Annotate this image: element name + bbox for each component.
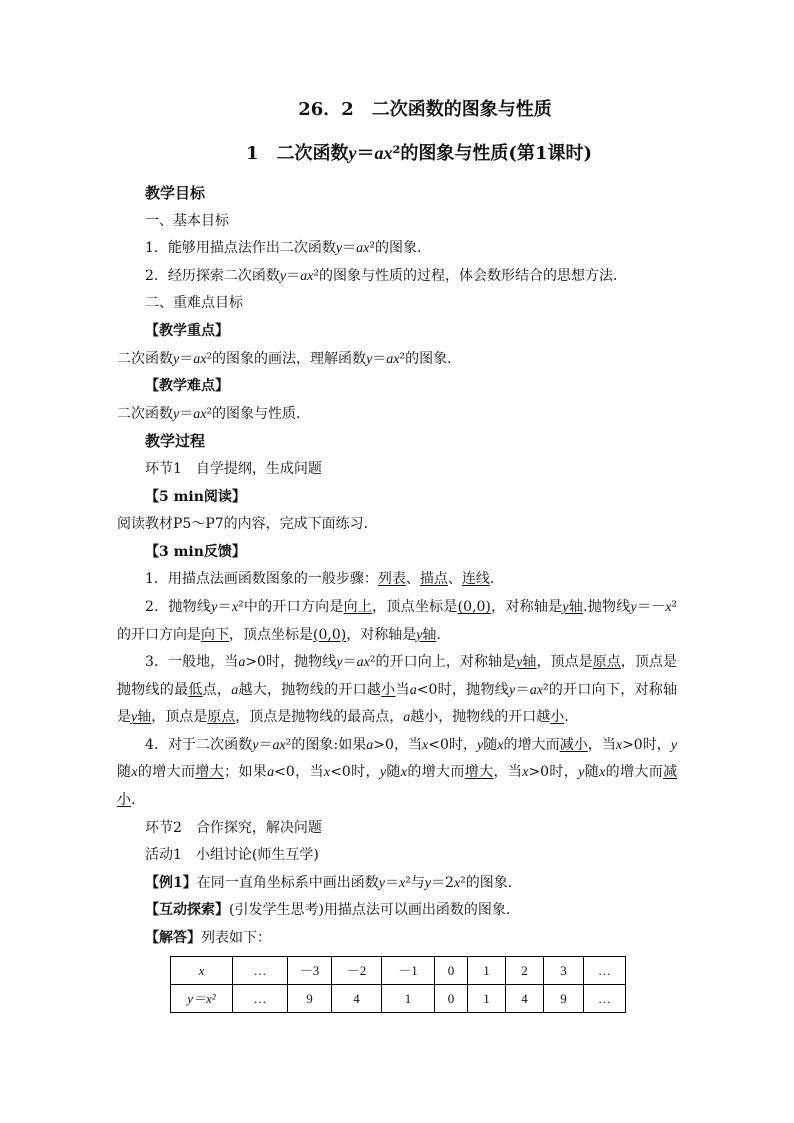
text-run: 随 <box>117 764 132 781</box>
math-variable: ax <box>374 143 393 163</box>
table-cell: … <box>584 956 626 984</box>
bold-label: 【互动探索】 <box>145 902 229 919</box>
text-run: ＝ <box>356 143 375 164</box>
text-run: ，对称轴是 <box>346 626 417 643</box>
text-run: 点， <box>202 681 232 698</box>
text-run: 越小，抛物线的开口越 <box>410 709 551 726</box>
text-run: >0时， <box>528 764 579 781</box>
text-run: 1．用描点法画函数图象的一般步骤： <box>145 571 378 588</box>
text-run: . <box>564 709 569 726</box>
math-variable: y <box>509 682 516 698</box>
example-1 <box>117 870 677 898</box>
math-variable: ax <box>272 737 286 753</box>
text-run: ²与 <box>405 874 425 891</box>
table-row-x <box>171 956 626 984</box>
answer-blank: 向下 <box>201 626 229 643</box>
math-variable: y <box>378 875 385 891</box>
text-run: ²中的开口方向是 <box>238 598 344 615</box>
text-run: 的增大而 <box>605 764 664 781</box>
step-1-title: 环节1 自学提纲，生成问题 <box>145 460 322 477</box>
text-run: ＝－ <box>636 598 666 615</box>
text-run: ，顶点是 <box>536 654 593 671</box>
text-run: >0时， <box>622 736 671 753</box>
answer-blank: y <box>416 627 423 643</box>
document-body <box>117 96 677 1013</box>
math-variable: y <box>173 351 180 367</box>
text-run: <0时， <box>330 764 380 781</box>
text-run: >0，当 <box>373 736 423 753</box>
lesson-title <box>117 139 677 168</box>
math-variable: a <box>231 682 239 698</box>
text-run: 随 <box>584 764 600 781</box>
text-run: . <box>489 571 495 588</box>
text-run: <0，当 <box>274 764 324 781</box>
text-run: ，对称轴是 <box>490 598 563 615</box>
text-run: 3．一般地，当 <box>145 654 239 671</box>
text-run: ＝ <box>286 267 301 284</box>
reading-text: 阅读教材P5～P7的内容，完成下面练习． <box>117 516 378 533</box>
math-variable: y <box>279 268 287 284</box>
text-run: 2．经历探索二次函数 <box>145 267 280 284</box>
feedback-item-2 <box>117 594 677 649</box>
text-run: 、 <box>447 571 462 588</box>
math-variable: ax <box>529 682 543 698</box>
table-cell: 9 <box>544 984 584 1012</box>
reading-label: 【5 min阅读】 <box>145 488 246 505</box>
answer-blank: y <box>131 710 138 726</box>
answer-blank: 连线 <box>461 571 490 588</box>
math-variable: x <box>131 765 138 781</box>
answer-blank: 小 <box>381 681 396 698</box>
math-variable: y <box>366 351 373 367</box>
table-cell: －2 <box>332 956 382 984</box>
math-variable: ax <box>193 351 207 367</box>
step-2-title: 环节2 合作探究，解决问题 <box>145 819 322 836</box>
math-variable: x <box>453 875 461 891</box>
math-variable: y <box>477 737 484 753</box>
answer-blank: 减小 <box>117 764 678 809</box>
text-run: 4．对于二次函数 <box>145 736 253 753</box>
text-run: ＝ <box>179 405 194 422</box>
feedback-item-3 <box>117 649 677 732</box>
table-cell: －3 <box>288 956 332 984</box>
answer-blank: y <box>562 599 569 615</box>
heading-teaching-objectives: 教学目标 <box>145 184 206 202</box>
table-header-y: y＝x² <box>171 984 233 1012</box>
math-variable: x <box>323 765 331 781</box>
math-variable: y <box>578 765 585 781</box>
answer-blank: 列表 <box>377 571 406 588</box>
math-variable: a <box>366 737 374 753</box>
math-variable: ax <box>193 406 207 422</box>
interactive-exploration <box>117 897 677 925</box>
text-run: ，当 <box>587 736 616 753</box>
text-run: ²的图象． <box>369 240 431 257</box>
math-variable: a <box>267 765 275 781</box>
table-cell: －1 <box>382 956 435 984</box>
text-run: ＝ <box>179 350 194 367</box>
text-run: ²的图象与性质． <box>206 405 311 422</box>
text-run: ²的图象． <box>399 350 462 367</box>
text-run: 1．能够用描点法作出二次函数 <box>145 240 336 257</box>
text-run: 列表如下： <box>201 930 271 947</box>
table-cell: 2 <box>506 956 544 984</box>
table-cell: 4 <box>332 984 382 1012</box>
text-run: ，顶点坐标是 <box>229 626 313 643</box>
answer-blank: y <box>516 655 523 671</box>
answer-blank: (0,0) <box>313 626 347 643</box>
math-variable: y <box>670 737 678 753</box>
answer-blank: 描点 <box>419 571 448 588</box>
table-cell: … <box>233 984 288 1012</box>
text-run: ，顶点坐标是 <box>372 598 458 615</box>
heading-teaching-process: 教学过程 <box>145 432 206 451</box>
text-run: ＝2 <box>431 874 454 891</box>
table-cell: 9 <box>288 984 332 1012</box>
text-run: 的增大而 <box>137 764 196 781</box>
table-cell: … <box>233 956 288 984</box>
math-variable: x <box>599 765 606 781</box>
text-run: (引发学生思考)用描点法可以画出函数的图象. <box>229 902 511 919</box>
table-cell: … <box>584 984 626 1012</box>
teaching-difficulty-label: 【教学难点】 <box>145 378 229 395</box>
table-cell: 0 <box>435 984 468 1012</box>
text-run: ＝ <box>342 654 357 671</box>
math-variable: a <box>403 710 411 726</box>
table-cell: 1 <box>468 984 506 1012</box>
answer-blank: 轴 <box>137 709 152 726</box>
text-run: ＝ <box>515 681 530 698</box>
text-run: . <box>436 626 441 643</box>
text-run: ＝ <box>372 350 387 367</box>
text-run: ＝ <box>258 736 273 753</box>
answer-blank: 轴 <box>568 598 584 615</box>
math-variable: x <box>398 875 406 891</box>
answer-blank: 原点 <box>592 654 621 671</box>
math-variable: y <box>379 765 387 781</box>
basic-objectives-heading: 一、基本目标 <box>145 212 229 229</box>
section-title: 26．2 二次函数的图象与性质 <box>298 99 552 120</box>
text-run: ² <box>392 143 401 164</box>
text-run: 在同一直角坐标系中画出函数 <box>196 874 379 891</box>
math-variable: a <box>238 655 246 671</box>
text-run: 2．抛物线 <box>145 598 212 615</box>
text-run: ²的开口向下，对称轴是 <box>117 681 678 726</box>
math-variable: x <box>422 737 429 753</box>
math-variable: x <box>231 599 239 615</box>
answer-blank: 增大 <box>464 764 494 781</box>
text-run: ²的图象与性质的过程，体会数形结合的思想方法． <box>313 267 627 284</box>
text-run: ²的图象． <box>460 874 522 891</box>
text-run: <0时，抛物线 <box>416 681 509 698</box>
math-variable: ax <box>356 655 370 671</box>
math-variable: y <box>211 599 218 615</box>
answer-blank: 轴 <box>422 626 437 643</box>
answer-blank: 轴 <box>522 654 537 671</box>
text-run: ＝ <box>384 874 399 891</box>
text-run: 当 <box>395 681 410 698</box>
answer-blank: 小 <box>550 709 565 726</box>
text-run: ＝ <box>342 240 357 257</box>
text-run: 随 <box>483 736 498 753</box>
math-variable: y <box>630 599 637 615</box>
math-variable: y <box>336 655 343 671</box>
feedback-label: 【3 min反馈】 <box>145 543 246 560</box>
answer-blank: 增大 <box>195 764 225 781</box>
text-run: ，顶点是抛物线的最 <box>117 654 678 698</box>
table-cell: 1 <box>468 956 506 984</box>
math-variable: x <box>665 599 672 615</box>
math-variable: y <box>252 737 259 753</box>
math-variable: y <box>335 241 343 257</box>
text-run: ，顶点是 <box>151 709 208 726</box>
math-variable: ax <box>300 268 314 284</box>
math-variable: x <box>497 737 504 753</box>
basic-objective-1 <box>117 235 677 263</box>
answer-blank: 减小 <box>559 736 588 753</box>
table-row-y <box>171 984 626 1012</box>
text-run: 1 二次函数 <box>246 143 349 164</box>
math-variable: y <box>348 143 357 163</box>
text-run: ，当 <box>493 764 523 781</box>
answer-blank: 低 <box>188 681 203 698</box>
text-run: 二次函数 <box>117 350 173 367</box>
text-run: ；如果 <box>224 764 268 781</box>
bold-label: 【例1】 <box>145 874 197 891</box>
text-run: <0时， <box>428 736 477 753</box>
table-cell: 0 <box>435 956 468 984</box>
math-variable: y <box>424 875 432 891</box>
text-run: 的增大而 <box>406 764 465 781</box>
table-header-x: x <box>171 956 233 984</box>
key-objectives-heading: 二、重难点目标 <box>145 295 243 312</box>
text-run: 的增大而 <box>503 736 560 753</box>
text-run: ＝ <box>217 598 232 615</box>
answer-blank: 向上 <box>343 598 373 615</box>
basic-objective-2 <box>117 263 677 291</box>
bold-label: 【解答】 <box>145 930 201 947</box>
text-run: 的图象与性质(第1课时) <box>400 143 592 164</box>
text-run: >0时，抛物线 <box>245 654 337 671</box>
table-cell: 3 <box>544 956 584 984</box>
math-variable: x <box>522 765 529 781</box>
table-cell: 4 <box>506 984 544 1012</box>
text-run: 、 <box>405 571 420 588</box>
text-run: ²的图象:如果 <box>285 736 367 753</box>
answer-intro <box>117 925 677 953</box>
text-run: . <box>131 792 136 809</box>
math-variable: x <box>615 737 623 753</box>
math-variable: ax <box>356 241 370 257</box>
table-cell: 1 <box>382 984 435 1012</box>
text-run: .抛物线 <box>583 598 631 615</box>
teaching-difficulty-text <box>117 401 677 429</box>
math-variable: y <box>173 406 180 422</box>
text-run: 二次函数 <box>117 405 173 422</box>
feedback-item-4 <box>117 732 677 815</box>
text-run: ²的开口向上，对称轴是 <box>369 654 517 671</box>
value-table <box>170 956 626 1013</box>
text-run: ，顶点是抛物线的最高点， <box>235 709 404 726</box>
teaching-focus-text <box>117 346 677 374</box>
text-run: ²的图象的画法，理解函数 <box>206 350 367 367</box>
text-run: 越大，抛物线的开口越 <box>238 681 382 698</box>
answer-blank: 原点 <box>207 709 236 726</box>
math-variable: a <box>409 682 417 698</box>
text-run: ²的开口方向是 <box>117 598 678 643</box>
text-run: 随 <box>386 764 401 781</box>
answer-blank: (0,0) <box>457 598 491 615</box>
math-variable: ax <box>386 351 400 367</box>
teaching-focus-label: 【教学重点】 <box>145 322 229 339</box>
activity-1-title: 活动1 小组讨论(师生互学) <box>145 847 319 864</box>
feedback-item-1 <box>117 566 677 594</box>
math-variable: x <box>400 765 407 781</box>
